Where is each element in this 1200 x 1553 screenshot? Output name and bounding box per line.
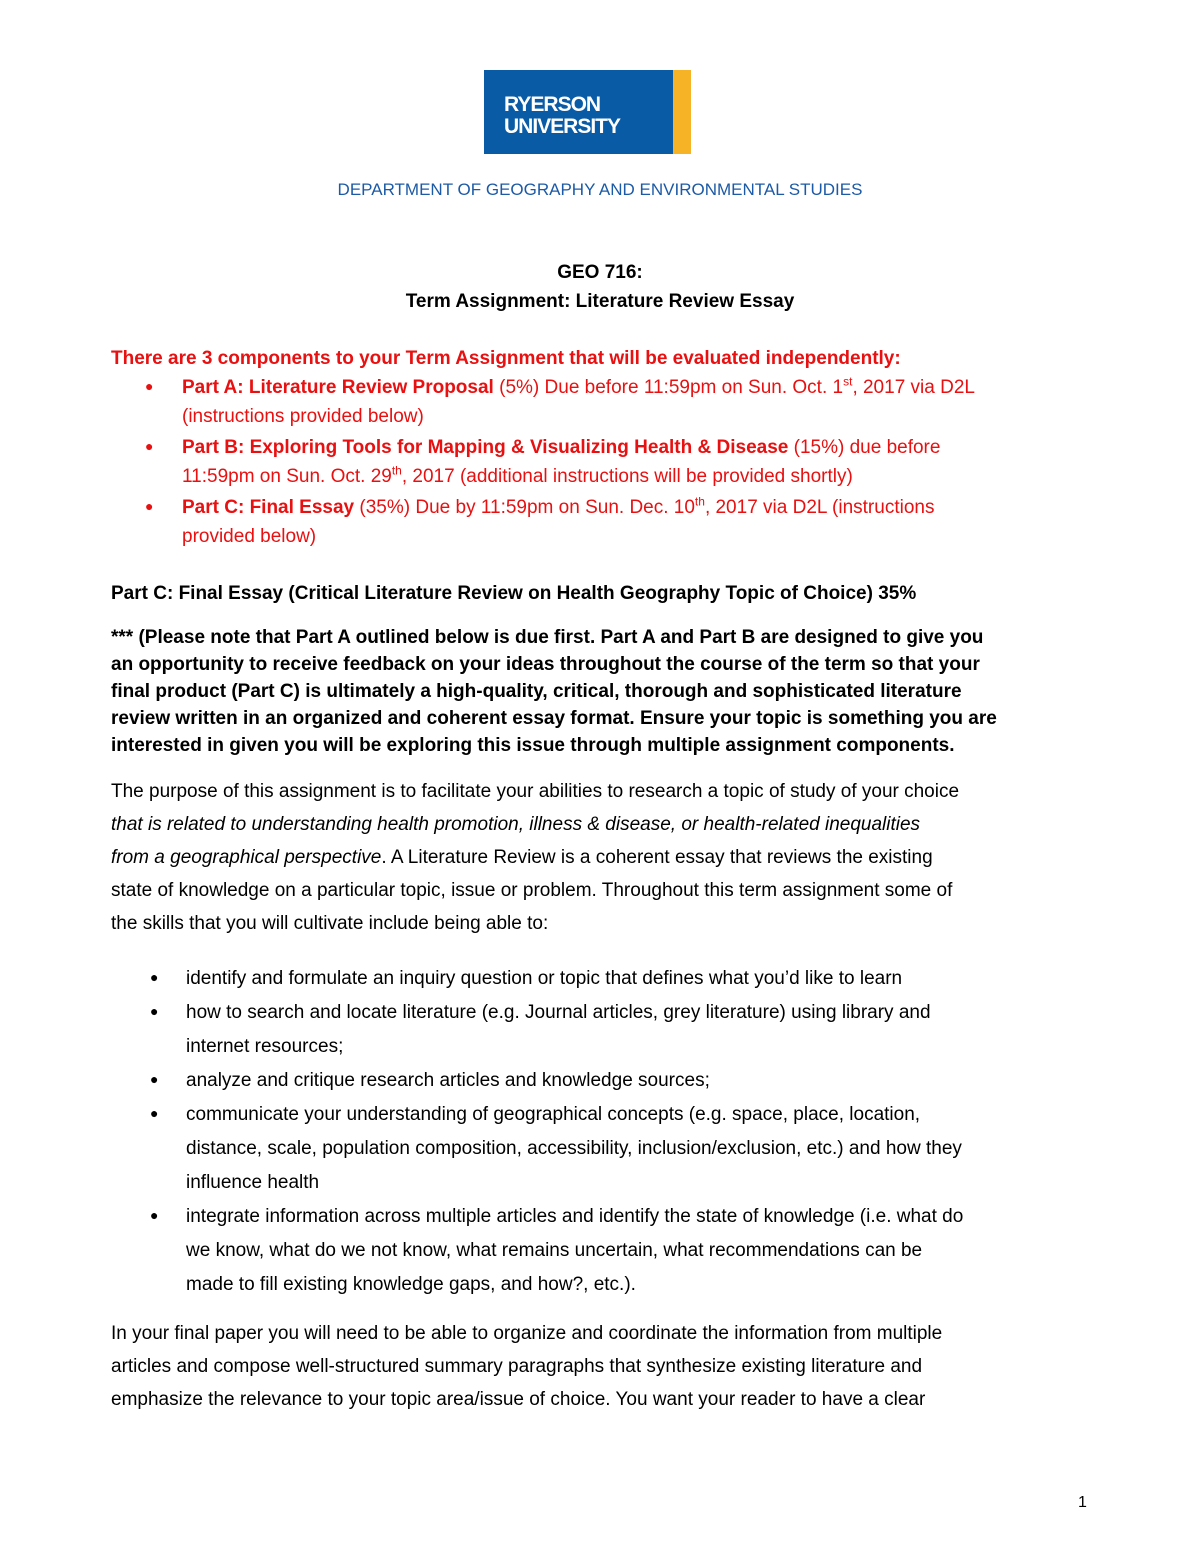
logo-accent-bar [673,70,691,154]
bullet-icon: ● [145,378,154,394]
final-para-line: articles and compose well-structured summary paragraphs that synthesize existing literature and [111,1356,923,1377]
skill-item-cont: distance, scale, population composition, accessibility, inclusion/exclusion, etc.) and how they [186,1138,962,1159]
note-line: review written in an organized and coherent essay format. Ensure your topic is something you are [111,708,997,729]
logo-line-2: UNIVERSITY [504,115,621,138]
skill-item-cont: made to fill existing knowledge gaps, and how?, etc.). [186,1274,636,1295]
bullet-icon: ● [150,1003,159,1019]
component-a-line-1: Part A: Literature Review Proposal (5%) Due before 11:59pm on Sun. Oct. 1st, 2017 via D2L [182,374,975,398]
skill-item: communicate your understanding of geographical concepts (e.g. space, place, location, [186,1104,921,1125]
final-para-line: emphasize the relevance to your topic area/issue of choice. You want your reader to have a clear [111,1389,926,1410]
component-a-line-2: (instructions provided below) [182,406,424,427]
component-b-line-2: 11:59pm on Sun. Oct. 29th, 2017 (additional instructions will be provided shortly) [182,463,853,487]
note-line: an opportunity to receive feedback on your ideas throughout the course of the term so that your [111,654,980,675]
components-intro: There are 3 components to your Term Assignment that will be evaluated independently: [111,348,901,369]
final-para-line: In your final paper you will need to be able to organize and coordinate the information from multiple [111,1323,943,1344]
purpose-line: The purpose of this assignment is to facilitate your abilities to research a topic of study of your choice [111,781,960,802]
ryerson-logo [484,70,691,154]
purpose-line: that is related to understanding health promotion, illness & disease, or health-related inequalities [111,814,921,835]
page-number: 1 [1078,1494,1087,1511]
component-c-line-2: provided below) [182,526,317,547]
skill-item-cont: influence health [186,1172,320,1193]
skill-item: how to search and locate literature (e.g. Journal articles, grey literature) using library and [186,1002,931,1023]
note-line: final product (Part C) is ultimately a high-quality, critical, thorough and sophisticated literature [111,681,962,702]
skill-item: analyze and critique research articles and knowledge sources; [186,1070,710,1091]
bullet-icon: ● [150,1105,159,1121]
skill-item-cont: we know, what do we not know, what remains uncertain, what recommendations can be [186,1240,923,1261]
purpose-line: from a geographical perspective. A Literature Review is a coherent essay that reviews the existing [111,847,933,868]
component-c-line-1: Part C: Final Essay (35%) Due by 11:59pm on Sun. Dec. 10th, 2017 via D2L (instructions [182,494,935,518]
part-c-heading: Part C: Final Essay (Critical Literature Review on Health Geography Topic of Choice) 35% [111,583,917,604]
purpose-line: the skills that you will cultivate include being able to: [111,913,549,934]
note-line: *** (Please note that Part A outlined below is due first. Part A and Part B are designed to give you [111,627,984,648]
bullet-icon: ● [150,1207,159,1223]
note-line: interested in given you will be exploring this issue through multiple assignment components. [111,735,955,756]
logo-line-1: RYERSON [504,93,601,116]
assignment-title: Term Assignment: Literature Review Essay [405,291,795,312]
bullet-icon: ● [150,969,159,985]
bullet-icon: ● [145,498,154,514]
purpose-line: state of knowledge on a particular topic, issue or problem. Throughout this term assignment some of [111,880,953,901]
course-code: GEO 716: [557,262,643,283]
component-b-line-1: Part B: Exploring Tools for Mapping & Visualizing Health & Disease (15%) due before [182,437,941,458]
department-heading: DEPARTMENT OF GEOGRAPHY AND ENVIRONMENTAL STUDIES [337,180,863,199]
bullet-icon: ● [145,438,154,454]
bullet-icon: ● [150,1071,159,1087]
skill-item-cont: internet resources; [186,1036,344,1057]
skill-item: identify and formulate an inquiry question or topic that defines what you’d like to learn [186,968,903,989]
skill-item: integrate information across multiple articles and identify the state of knowledge (i.e. what do [186,1206,964,1227]
